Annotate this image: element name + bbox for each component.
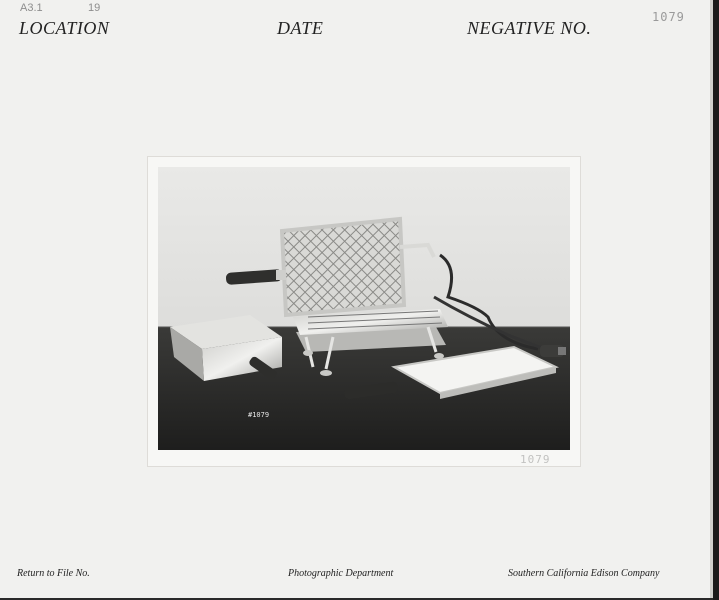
location-label: LOCATION — [19, 18, 110, 38]
photo-corner-stamp: 1079 — [520, 453, 551, 466]
date-label: DATE — [277, 18, 324, 38]
negative-label: NEGATIVE NO. — [467, 18, 592, 38]
pencil-note-extra: 19 — [88, 2, 101, 14]
pencil-note-catalog: A3.1 — [20, 2, 43, 14]
department-label: Photographic Department — [288, 568, 394, 579]
photo-frame — [148, 157, 580, 466]
company-label: Southern California Edison Company — [508, 568, 660, 579]
negative-mark: #1079 — [248, 411, 270, 419]
scan-edge — [713, 0, 719, 600]
negative-stamp-top: 1079 — [652, 10, 685, 24]
return-to-file-label: Return to File No. — [17, 568, 90, 579]
product-photo — [158, 167, 570, 450]
